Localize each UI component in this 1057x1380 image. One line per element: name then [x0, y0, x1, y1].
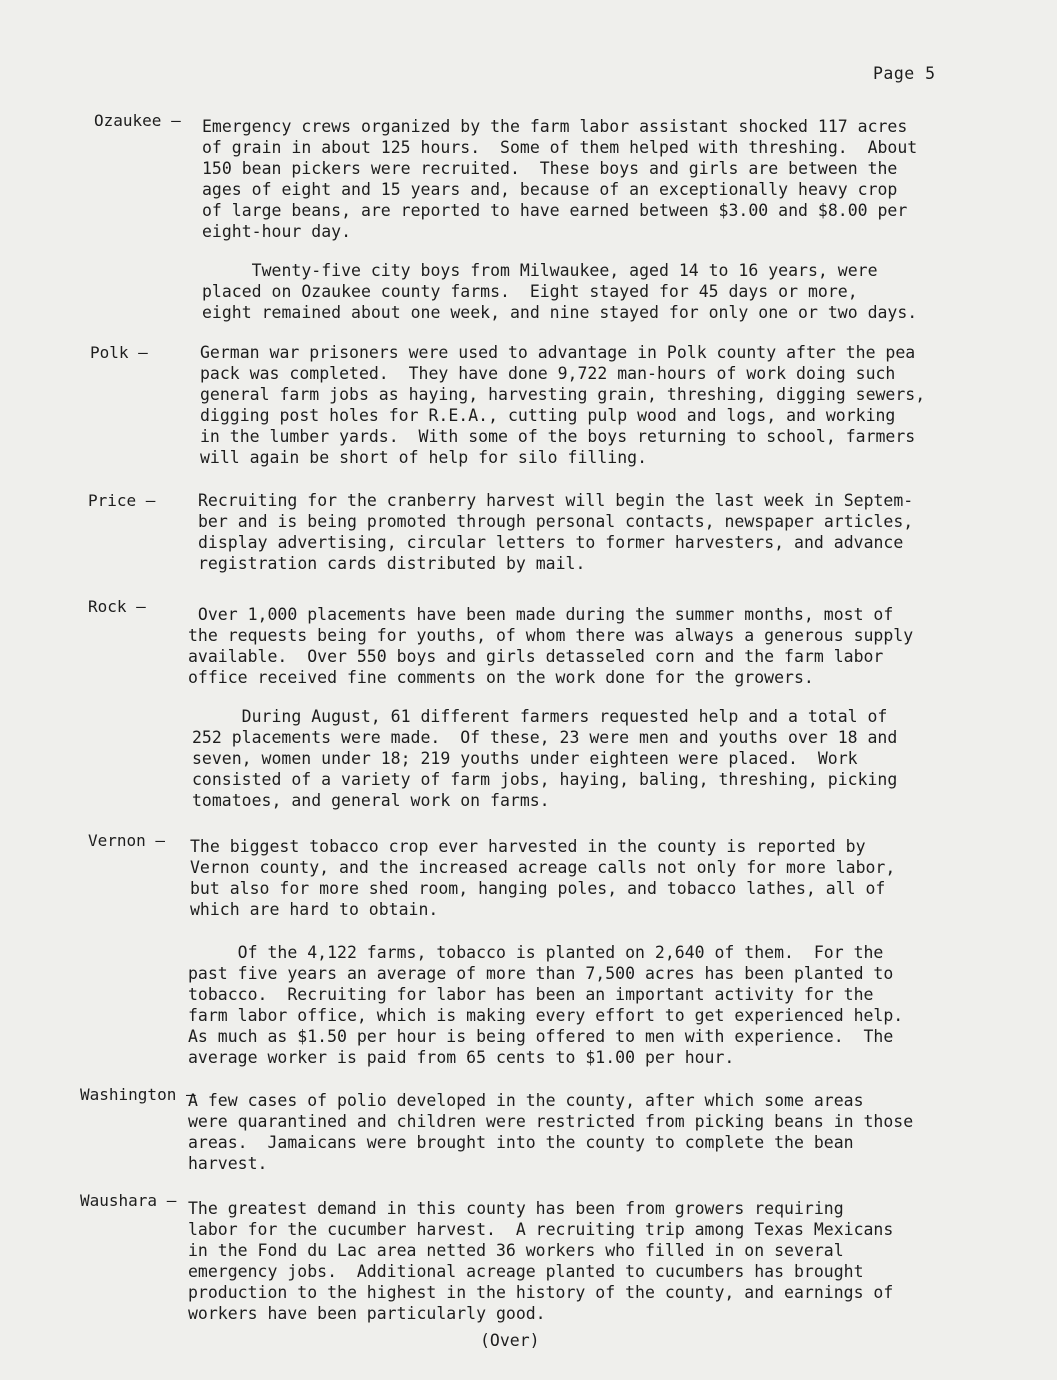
county-heading: Ozaukee — [94, 111, 181, 130]
county-heading: Price — [88, 491, 156, 510]
county-heading: Polk — [90, 343, 148, 362]
paragraph: German war prisoners were used to advantage in Polk county after the pea pack was completed. They have done 9,722 man-hours of work doing such general farm jobs as haying, harvesting grain, threshing, digging sewers, digging post holes for R.E.A., cutting pulp wood and logs, and working in the lumber yards. With some of the boys returning to school, farmers will again be short of help for silo filling. [200, 343, 926, 467]
continued-note: (Over) [480, 1331, 540, 1350]
paragraph: Emergency crews organized by the farm labor assistant shocked 117 acres of grain in about 125 hours. Some of them helped with threshing. About 150 bean pickers were recruited. These boys and girls are between the ages of eight and 15 years and, because of an exceptionally heavy crop of large beans, are reported to have earned between $3.00 and $8.00 per eight-hour day. [202, 117, 918, 241]
paragraph: The biggest tobacco crop ever harvested in the county is reported by Vernon county, and the increased acreage calls not only for more labor, but also for more shed room, hanging poles, and tobacco lathes, all of which are hard to obtain. [190, 837, 896, 919]
county-heading: Waushara — [80, 1191, 177, 1210]
paragraph: Of the 4,122 farms, tobacco is planted on 2,640 of them. For the past five years an average of more than 7,500 acres has been planted to tobacco. Recruiting for labor has been an important activity for the farm labor office, which is making every effort to get experienced help. As much as $1.50 per hour is being offered to men with experience. The average worker is paid from 65 cents to $1.00 per hour. [188, 943, 904, 1067]
paragraph: During August, 61 different farmers requested help and a total of 252 placements were made. Of these, 23 were men and youths over 18 and seven, women under 18; 219 youths under eighteen were placed. Work consisted of a variety of farm jobs, haying, baling, threshing, picking tomatoes, and general work on farms. [192, 707, 898, 810]
page-number: Page 5 [873, 64, 936, 83]
paragraph: Recruiting for the cranberry harvest will begin the last week in Septem- ber and is being promoted through personal contacts, newspaper articles, display advertising, circular letters to former harvesters, and advance registration cards distributed by mail. [198, 491, 914, 573]
paragraph: Over 1,000 placements have been made during the summer months, most of the requests being for youths, of whom there was always a generous supply available. Over 550 boys and girls detasseled corn and the farm labor office received fine comments on the work done for the growers. [188, 605, 914, 687]
county-heading: Washington — [80, 1085, 196, 1104]
county-heading: Rock — [88, 597, 146, 616]
county-heading: Vernon — [88, 831, 166, 850]
paragraph: Twenty-five city boys from Milwaukee, aged 14 to 16 years, were placed on Ozaukee county farms. Eight stayed for 45 days or more, eight remained about one week, and nine stayed for only one or two days. [202, 261, 918, 322]
paragraph: A few cases of polio developed in the county, after which some areas were quarantined and children were restricted from picking beans in those areas. Jamaicans were brought into the county to complete the bean harvest. [188, 1091, 914, 1173]
paragraph: The greatest demand in this county has been from growers requiring labor for the cucumber harvest. A recruiting trip among Texas Mexicans in the Fond du Lac area netted 36 workers who filled in on several emergency jobs. Additional acreage planted to cucumbers has brought production to the highest in the history of the county, and earnings of workers have been particularly good. [188, 1199, 894, 1323]
